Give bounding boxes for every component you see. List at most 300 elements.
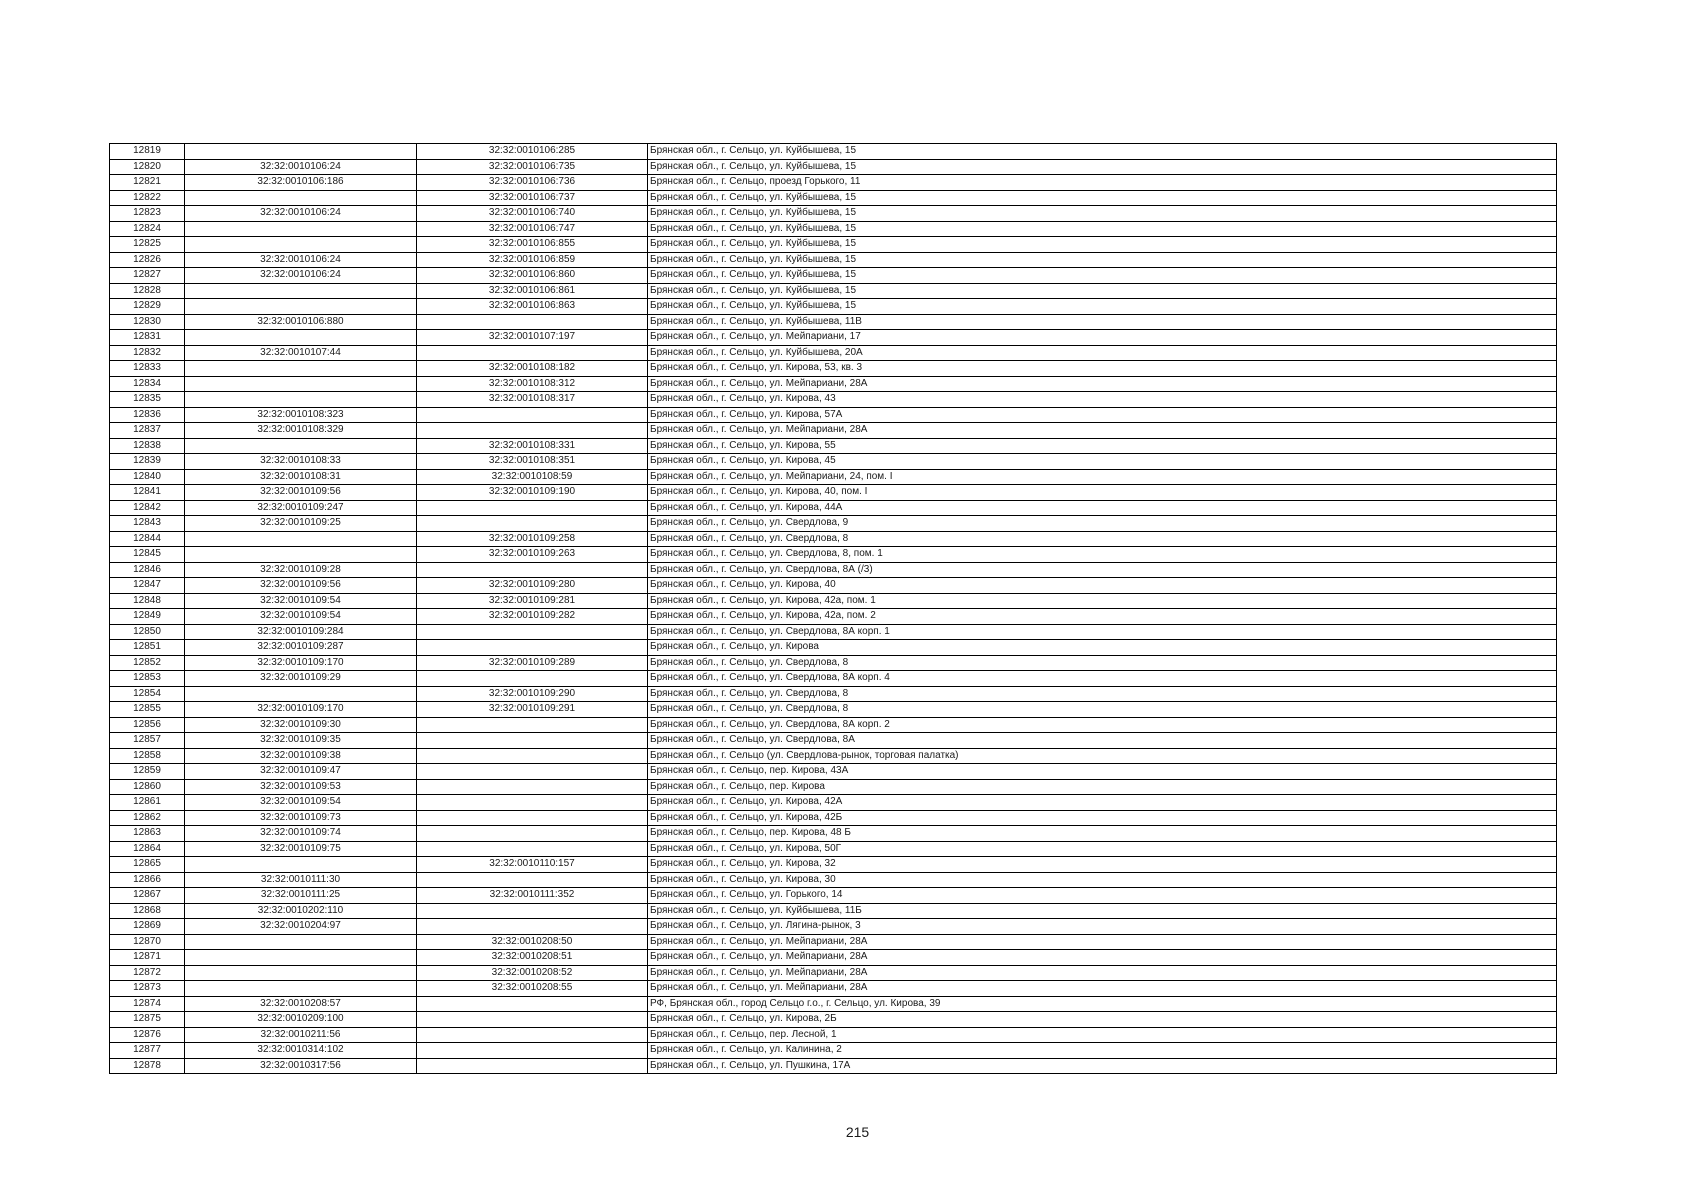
row-number-cell: 12847 [110,578,185,594]
row-number-cell: 12834 [110,376,185,392]
table-row [110,1012,1557,1028]
row-number-cell: 12843 [110,516,185,532]
land-parcel-number-cell: 32:32:0010208:57 [185,996,417,1012]
table-row [110,981,1557,997]
land-parcel-number-cell: 32:32:0010109:29 [185,671,417,687]
cadastral-table [109,143,1557,1074]
land-parcel-number-cell [185,283,417,299]
building-number-cell: 32:32:0010106:855 [417,237,648,253]
row-number-cell: 12872 [110,965,185,981]
table-row [110,717,1557,733]
table-row [110,175,1557,191]
building-number-cell [417,1027,648,1043]
building-number-cell: 32:32:0010208:55 [417,981,648,997]
building-number-cell [417,640,648,656]
land-parcel-number-cell: 32:32:0010106:24 [185,268,417,284]
address-cell: Брянская обл., г. Сельцо, ул. Куйбышева, 15 [648,190,1557,206]
address-cell: Брянская обл., г. Сельцо, ул. Пушкина, 17А [648,1058,1557,1074]
land-parcel-number-cell: 32:32:0010202:110 [185,903,417,919]
address-cell: Брянская обл., г. Сельцо, ул. Кирова, 2Б [648,1012,1557,1028]
land-parcel-number-cell: 32:32:0010108:329 [185,423,417,439]
building-number-cell: 32:32:0010106:859 [417,252,648,268]
building-number-cell [417,826,648,842]
building-number-cell [417,671,648,687]
address-cell: Брянская обл., г. Сельцо, ул. Мейпариани, 24, пом. I [648,469,1557,485]
table-row [110,159,1557,175]
row-number-cell: 12840 [110,469,185,485]
row-number-cell: 12825 [110,237,185,253]
building-number-cell [417,764,648,780]
building-number-cell: 32:32:0010106:736 [417,175,648,191]
table-row [110,857,1557,873]
table-row [110,516,1557,532]
table-row [110,206,1557,222]
building-number-cell: 32:32:0010108:351 [417,454,648,470]
row-number-cell: 12869 [110,919,185,935]
table-row [110,221,1557,237]
building-number-cell: 32:32:0010109:282 [417,609,648,625]
address-cell: Брянская обл., г. Сельцо, ул. Куйбышева, 15 [648,283,1557,299]
table-row [110,1043,1557,1059]
table-row [110,144,1557,160]
building-number-cell: 32:32:0010208:51 [417,950,648,966]
building-number-cell: 32:32:0010208:52 [417,965,648,981]
table-row [110,872,1557,888]
land-parcel-number-cell: 32:32:0010109:284 [185,624,417,640]
building-number-cell: 32:32:0010109:190 [417,485,648,501]
row-number-cell: 12838 [110,438,185,454]
address-cell: Брянская обл., г. Сельцо, ул. Свердлова, 8 [648,702,1557,718]
building-number-cell: 32:32:0010106:860 [417,268,648,284]
land-parcel-number-cell: 32:32:0010106:24 [185,159,417,175]
land-parcel-number-cell: 32:32:0010111:30 [185,872,417,888]
address-cell: Брянская обл., г. Сельцо, ул. Кирова, 43 [648,392,1557,408]
address-cell: Брянская обл., г. Сельцо, пер. Кирова, 43А [648,764,1557,780]
row-number-cell: 12870 [110,934,185,950]
address-cell: Брянская обл., г. Сельцо, ул. Свердлова, 8А корп. 4 [648,671,1557,687]
table-row [110,299,1557,315]
row-number-cell: 12865 [110,857,185,873]
row-number-cell: 12826 [110,252,185,268]
address-cell: Брянская обл., г. Сельцо, ул. Кирова, 32 [648,857,1557,873]
row-number-cell: 12837 [110,423,185,439]
table-row [110,283,1557,299]
row-number-cell: 12864 [110,841,185,857]
building-number-cell [417,795,648,811]
row-number-cell: 12874 [110,996,185,1012]
address-cell: Брянская обл., г. Сельцо, ул. Куйбышева, 15 [648,268,1557,284]
land-parcel-number-cell [185,981,417,997]
row-number-cell: 12829 [110,299,185,315]
building-number-cell: 32:32:0010106:735 [417,159,648,175]
row-number-cell: 12853 [110,671,185,687]
land-parcel-number-cell: 32:32:0010109:54 [185,609,417,625]
building-number-cell: 32:32:0010108:317 [417,392,648,408]
building-number-cell [417,996,648,1012]
table-row [110,748,1557,764]
table-row [110,438,1557,454]
table-row [110,686,1557,702]
building-number-cell: 32:32:0010109:281 [417,593,648,609]
table-row [110,996,1557,1012]
land-parcel-number-cell [185,221,417,237]
table-row [110,609,1557,625]
table-row [110,531,1557,547]
row-number-cell: 12858 [110,748,185,764]
address-cell: Брянская обл., г. Сельцо, ул. Куйбышева, 11Б [648,903,1557,919]
address-cell: Брянская обл., г. Сельцо, ул. Лягина-рынок, 3 [648,919,1557,935]
land-parcel-number-cell: 32:32:0010106:24 [185,206,417,222]
address-cell: Брянская обл., г. Сельцо, ул. Мейпариани, 17 [648,330,1557,346]
table-row [110,423,1557,439]
row-number-cell: 12833 [110,361,185,377]
row-number-cell: 12830 [110,314,185,330]
address-cell: Брянская обл., г. Сельцо, ул. Мейпариани, 28А [648,950,1557,966]
address-cell: Брянская обл., г. Сельцо, ул. Мейпариани, 28А [648,423,1557,439]
row-number-cell: 12860 [110,779,185,795]
address-cell: Брянская обл., г. Сельцо, проезд Горького, 11 [648,175,1557,191]
row-number-cell: 12827 [110,268,185,284]
land-parcel-number-cell [185,330,417,346]
address-cell: Брянская обл., г. Сельцо, ул. Кирова, 42а, пом. 2 [648,609,1557,625]
address-cell: РФ, Брянская обл., город Сельцо г.о., г. Сельцо, ул. Кирова, 39 [648,996,1557,1012]
land-parcel-number-cell [185,361,417,377]
table-row [110,950,1557,966]
address-cell: Брянская обл., г. Сельцо, ул. Кирова, 42А [648,795,1557,811]
building-number-cell [417,1058,648,1074]
land-parcel-number-cell: 32:32:0010106:880 [185,314,417,330]
building-number-cell [417,841,648,857]
table-row [110,903,1557,919]
row-number-cell: 12842 [110,500,185,516]
address-cell: Брянская обл., г. Сельцо, ул. Горького, 14 [648,888,1557,904]
building-number-cell [417,314,648,330]
land-parcel-number-cell: 32:32:0010109:28 [185,562,417,578]
building-number-cell [417,779,648,795]
building-number-cell [417,810,648,826]
address-cell: Брянская обл., г. Сельцо, ул. Кирова, 40, пом. I [648,485,1557,501]
address-cell: Брянская обл., г. Сельцо, пер. Кирова [648,779,1557,795]
building-number-cell [417,562,648,578]
address-cell: Брянская обл., г. Сельцо, ул. Кирова, 44А [648,500,1557,516]
table-row [110,1027,1557,1043]
building-number-cell: 32:32:0010109:291 [417,702,648,718]
land-parcel-number-cell: 32:32:0010111:25 [185,888,417,904]
address-cell: Брянская обл., г. Сельцо, ул. Кирова, 45 [648,454,1557,470]
building-number-cell: 32:32:0010108:312 [417,376,648,392]
address-cell: Брянская обл., г. Сельцо, ул. Свердлова, 8 [648,531,1557,547]
building-number-cell [417,423,648,439]
building-number-cell [417,717,648,733]
table-row [110,764,1557,780]
land-parcel-number-cell: 32:32:0010109:247 [185,500,417,516]
land-parcel-number-cell: 32:32:0010109:170 [185,655,417,671]
land-parcel-number-cell: 32:32:0010109:53 [185,779,417,795]
table-row [110,965,1557,981]
table-row [110,702,1557,718]
land-parcel-number-cell: 32:32:0010108:323 [185,407,417,423]
table-row [110,826,1557,842]
row-number-cell: 12859 [110,764,185,780]
address-cell: Брянская обл., г. Сельцо, пер. Лесной, 1 [648,1027,1557,1043]
table-row [110,733,1557,749]
table-row [110,934,1557,950]
page-number: 215 [845,1124,870,1140]
land-parcel-number-cell: 32:32:0010109:54 [185,795,417,811]
address-cell: Брянская обл., г. Сельцо, ул. Кирова [648,640,1557,656]
building-number-cell: 32:32:0010109:290 [417,686,648,702]
building-number-cell: 32:32:0010108:59 [417,469,648,485]
building-number-cell [417,516,648,532]
address-cell: Брянская обл., г. Сельцо, ул. Куйбышева, 15 [648,159,1557,175]
land-parcel-number-cell [185,237,417,253]
building-number-cell [417,407,648,423]
address-cell: Брянская обл., г. Сельцо, ул. Кирова, 55 [648,438,1557,454]
building-number-cell [417,903,648,919]
row-number-cell: 12862 [110,810,185,826]
row-number-cell: 12863 [110,826,185,842]
row-number-cell: 12861 [110,795,185,811]
row-number-cell: 12828 [110,283,185,299]
building-number-cell: 32:32:0010106:863 [417,299,648,315]
land-parcel-number-cell [185,376,417,392]
row-number-cell: 12848 [110,593,185,609]
address-cell: Брянская обл., г. Сельцо, ул. Куйбышева, 15 [648,252,1557,268]
address-cell: Брянская обл., г. Сельцо, ул. Куйбышева, 15 [648,299,1557,315]
building-number-cell [417,733,648,749]
building-number-cell: 32:32:0010106:740 [417,206,648,222]
address-cell: Брянская обл., г. Сельцо, ул. Свердлова, 8А [648,733,1557,749]
land-parcel-number-cell [185,392,417,408]
table-row [110,841,1557,857]
row-number-cell: 12877 [110,1043,185,1059]
table-row [110,454,1557,470]
building-number-cell: 32:32:0010208:50 [417,934,648,950]
table-row [110,547,1557,563]
row-number-cell: 12819 [110,144,185,160]
land-parcel-number-cell [185,857,417,873]
address-cell: Брянская обл., г. Сельцо, ул. Кирова, 50Г [648,841,1557,857]
row-number-cell: 12851 [110,640,185,656]
land-parcel-number-cell: 32:32:0010106:24 [185,252,417,268]
land-parcel-number-cell [185,965,417,981]
table-row [110,361,1557,377]
row-number-cell: 12855 [110,702,185,718]
row-number-cell: 12846 [110,562,185,578]
building-number-cell [417,872,648,888]
table-body [110,144,1557,1074]
address-cell: Брянская обл., г. Сельцо, ул. Кирова, 42Б [648,810,1557,826]
table-row [110,268,1557,284]
land-parcel-number-cell: 32:32:0010109:74 [185,826,417,842]
table-row [110,469,1557,485]
table-row [110,252,1557,268]
land-parcel-number-cell: 32:32:0010109:73 [185,810,417,826]
land-parcel-number-cell: 32:32:0010106:186 [185,175,417,191]
row-number-cell: 12835 [110,392,185,408]
row-number-cell: 12820 [110,159,185,175]
building-number-cell: 32:32:0010109:258 [417,531,648,547]
row-number-cell: 12876 [110,1027,185,1043]
address-cell: Брянская обл., г. Сельцо, ул. Куйбышева, 15 [648,237,1557,253]
table-row [110,888,1557,904]
row-number-cell: 12856 [110,717,185,733]
address-cell: Брянская обл., г. Сельцо, ул. Свердлова, 8, пом. 1 [648,547,1557,563]
row-number-cell: 12822 [110,190,185,206]
table-row [110,562,1557,578]
address-cell: Брянская обл., г. Сельцо, ул. Кирова, 53, кв. 3 [648,361,1557,377]
row-number-cell: 12824 [110,221,185,237]
row-number-cell: 12832 [110,345,185,361]
building-number-cell: 32:32:0010106:285 [417,144,648,160]
table-row [110,500,1557,516]
row-number-cell: 12854 [110,686,185,702]
building-number-cell [417,624,648,640]
land-parcel-number-cell [185,547,417,563]
table-row [110,485,1557,501]
land-parcel-number-cell: 32:32:0010109:47 [185,764,417,780]
building-number-cell: 32:32:0010108:331 [417,438,648,454]
land-parcel-number-cell: 32:32:0010108:33 [185,454,417,470]
building-number-cell: 32:32:0010106:737 [417,190,648,206]
table-row [110,578,1557,594]
building-number-cell: 32:32:0010108:182 [417,361,648,377]
address-cell: Брянская обл., г. Сельцо, ул. Кирова, 57А [648,407,1557,423]
land-parcel-number-cell [185,531,417,547]
address-cell: Брянская обл., г. Сельцо, ул. Куйбышева, 15 [648,206,1557,222]
address-cell: Брянская обл., г. Сельцо, ул. Свердлова, 8 [648,655,1557,671]
building-number-cell: 32:32:0010111:352 [417,888,648,904]
address-cell: Брянская обл., г. Сельцо, ул. Свердлова, 8А (/3) [648,562,1557,578]
table-row [110,624,1557,640]
row-number-cell: 12849 [110,609,185,625]
table-row [110,407,1557,423]
building-number-cell: 32:32:0010107:197 [417,330,648,346]
row-number-cell: 12873 [110,981,185,997]
row-number-cell: 12823 [110,206,185,222]
land-parcel-number-cell: 32:32:0010317:56 [185,1058,417,1074]
building-number-cell [417,345,648,361]
land-parcel-number-cell: 32:32:0010209:100 [185,1012,417,1028]
land-parcel-number-cell: 32:32:0010109:30 [185,717,417,733]
row-number-cell: 12866 [110,872,185,888]
address-cell: Брянская обл., г. Сельцо, ул. Кирова, 40 [648,578,1557,594]
land-parcel-number-cell: 32:32:0010109:75 [185,841,417,857]
row-number-cell: 12852 [110,655,185,671]
row-number-cell: 12850 [110,624,185,640]
address-cell: Брянская обл., г. Сельцо, ул. Куйбышева, 15 [648,221,1557,237]
row-number-cell: 12871 [110,950,185,966]
row-number-cell: 12841 [110,485,185,501]
address-cell: Брянская обл., г. Сельцо, ул. Свердлова, 8 [648,686,1557,702]
building-number-cell: 32:32:0010109:289 [417,655,648,671]
land-parcel-number-cell: 32:32:0010108:31 [185,469,417,485]
table-row [110,671,1557,687]
building-number-cell: 32:32:0010109:280 [417,578,648,594]
address-cell: Брянская обл., г. Сельцо, ул. Мейпариани, 28А [648,934,1557,950]
address-cell: Брянская обл., г. Сельцо, ул. Свердлова, 8А корп. 1 [648,624,1557,640]
building-number-cell [417,1012,648,1028]
address-cell: Брянская обл., г. Сельцо, ул. Калинина, 2 [648,1043,1557,1059]
land-parcel-number-cell [185,686,417,702]
table-row [110,919,1557,935]
building-number-cell [417,1043,648,1059]
land-parcel-number-cell [185,950,417,966]
table-row [110,330,1557,346]
land-parcel-number-cell: 32:32:0010109:25 [185,516,417,532]
address-cell: Брянская обл., г. Сельцо, ул. Куйбышева, 15 [648,144,1557,160]
building-number-cell: 32:32:0010109:263 [417,547,648,563]
land-parcel-number-cell: 32:32:0010314:102 [185,1043,417,1059]
land-parcel-number-cell [185,190,417,206]
land-parcel-number-cell [185,144,417,160]
land-parcel-number-cell: 32:32:0010107:44 [185,345,417,361]
land-parcel-number-cell: 32:32:0010109:38 [185,748,417,764]
land-parcel-number-cell: 32:32:0010204:97 [185,919,417,935]
table-row [110,392,1557,408]
address-cell: Брянская обл., г. Сельцо, ул. Куйбышева, 11В [648,314,1557,330]
land-parcel-number-cell: 32:32:0010109:35 [185,733,417,749]
building-number-cell: 32:32:0010106:861 [417,283,648,299]
table-row [110,810,1557,826]
table-row [110,314,1557,330]
row-number-cell: 12867 [110,888,185,904]
table-row [110,795,1557,811]
address-cell: Брянская обл., г. Сельцо, ул. Свердлова, 8А корп. 2 [648,717,1557,733]
address-cell: Брянская обл., г. Сельцо, ул. Мейпариани, 28А [648,981,1557,997]
address-cell: Брянская обл., г. Сельцо, ул. Куйбышева, 20А [648,345,1557,361]
building-number-cell [417,919,648,935]
row-number-cell: 12839 [110,454,185,470]
table-row [110,640,1557,656]
land-parcel-number-cell [185,438,417,454]
row-number-cell: 12878 [110,1058,185,1074]
row-number-cell: 12844 [110,531,185,547]
table-row [110,593,1557,609]
address-cell: Брянская обл., г. Сельцо, ул. Свердлова, 9 [648,516,1557,532]
address-cell: Брянская обл., г. Сельцо (ул. Свердлова-рынок, торговая палатка) [648,748,1557,764]
table-row [110,1058,1557,1074]
address-cell: Брянская обл., г. Сельцо, ул. Кирова, 30 [648,872,1557,888]
row-number-cell: 12821 [110,175,185,191]
row-number-cell: 12845 [110,547,185,563]
building-number-cell [417,748,648,764]
building-number-cell: 32:32:0010110:157 [417,857,648,873]
land-parcel-number-cell: 32:32:0010109:54 [185,593,417,609]
address-cell: Брянская обл., г. Сельцо, ул. Мейпариани, 28А [648,376,1557,392]
table-row [110,779,1557,795]
land-parcel-number-cell [185,299,417,315]
land-parcel-number-cell: 32:32:0010211:56 [185,1027,417,1043]
table-row [110,655,1557,671]
row-number-cell: 12868 [110,903,185,919]
row-number-cell: 12831 [110,330,185,346]
table-row [110,237,1557,253]
land-parcel-number-cell: 32:32:0010109:287 [185,640,417,656]
land-parcel-number-cell: 32:32:0010109:170 [185,702,417,718]
table-row [110,190,1557,206]
address-cell: Брянская обл., г. Сельцо, пер. Кирова, 48 Б [648,826,1557,842]
land-parcel-number-cell [185,934,417,950]
land-parcel-number-cell: 32:32:0010109:56 [185,578,417,594]
table-row [110,345,1557,361]
land-parcel-number-cell: 32:32:0010109:56 [185,485,417,501]
address-cell: Брянская обл., г. Сельцо, ул. Мейпариани, 28А [648,965,1557,981]
building-number-cell [417,500,648,516]
building-number-cell: 32:32:0010106:747 [417,221,648,237]
row-number-cell: 12836 [110,407,185,423]
address-cell: Брянская обл., г. Сельцо, ул. Кирова, 42а, пом. 1 [648,593,1557,609]
